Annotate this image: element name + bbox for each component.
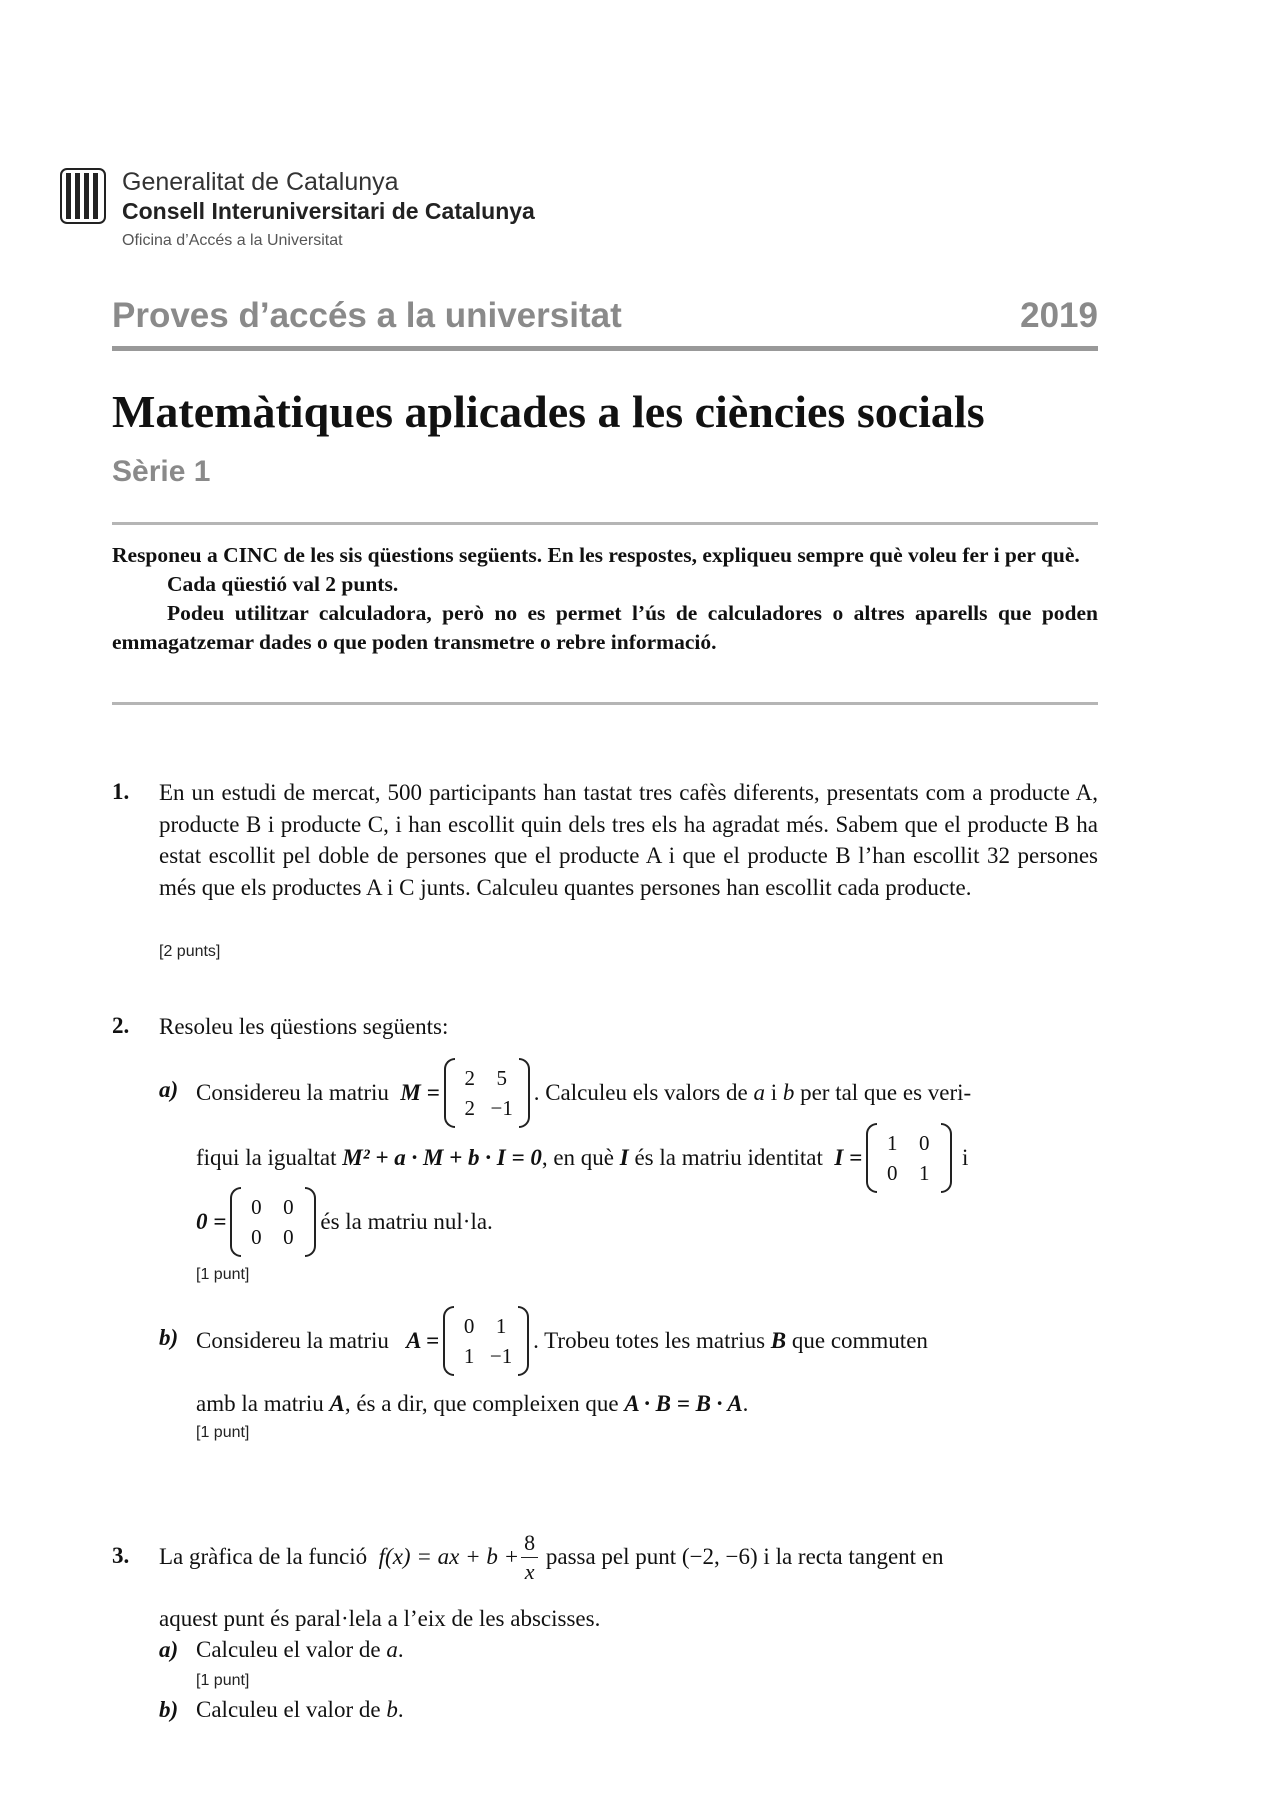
matrix-zero: 0 0 0 0 [230,1187,316,1257]
org-name-oficina: Oficina d’Accés a la Universitat [122,232,343,249]
org-name-consell: Consell Interuniversitari de Catalunya [122,198,535,224]
instruction-line-2: Cada qüestió val 2 punts. [167,572,399,596]
question-3a-label: a) [159,1637,179,1662]
instruction-line-3: Podeu utilitzar calculadora, però no es permet l’ús de calculadores o altres aparells que poden emmagatzemar dades o que poden transmetre o rebre informació. [112,601,1098,654]
question-2b-label: b) [159,1325,179,1350]
question-3b-label: b) [159,1697,179,1722]
instructions [112,541,1098,657]
question-2a-label: a) [159,1077,179,1102]
question-3-number: 3. [112,1543,130,1568]
instruction-line-1: Responeu a CINC de les sis qüestions següents. En les respostes, expliqueu sempre què voleu fer i per què. [112,543,1080,567]
matrix-a: 0 1 1 −1 [443,1306,529,1376]
header-divider [112,346,1098,351]
exam-title: Proves d’accés a la universitat [112,296,622,335]
question-3b-text: Calculeu el valor de b. [196,1697,404,1722]
question-2a-points: [1 punt] [196,1266,250,1283]
matrix-m: 2 5 2 −1 [444,1058,530,1128]
instructions-top-divider [112,522,1098,525]
question-3a-points: [1 punt] [196,1672,250,1689]
generalitat-logo-icon [60,168,106,224]
org-name-generalitat: Generalitat de Catalunya [122,168,399,196]
question-2-number: 2. [112,1013,130,1038]
question-3-line-1: La gràfica de la funció f(x) = ax + b + $\frac{8}{x}$ passa pel punt (−2, −6) i la recta tangent en [159,1529,944,1584]
question-1-text: En un estudi de mercat, 500 participants han tastat tres cafès diferents, presentats com a producte A, producte B i producte C, i han escollit quin dels tres els ha agradat més. Sabem que el producte B ha estat escollit pel doble de persones que el producte A i que el producte B l’han escollit 32 persones més que els productes A i C junts. Calculeu quantes persones han escollit cada producte. [159,780,1098,900]
question-2-intro: Resoleu les qüestions següents: [159,1014,449,1039]
function-expression: f(x) = ax + b + [378,1544,520,1569]
question-2a-line-2: fiqui la igualtat M² + a · M + b · I = 0 , en què I és la matriu identitat I = 1 0 0 1 i [196,1118,1098,1198]
question-2b-points: [1 punt] [196,1424,250,1441]
question-3-line-2: aquest punt és paral·lela a l’eix de les abscisses. [159,1606,601,1631]
question-1-points: [2 punts] [159,943,221,960]
instructions-bottom-divider [112,702,1098,705]
equation-commute: A · B = B · A [624,1391,743,1416]
exam-year: 2019 [1020,296,1098,335]
equation-m-squared: M² + a · M + b · I = 0 [342,1145,542,1170]
question-2a-line-3: 0 = 0 0 0 0 és la matriu nul·la. [196,1182,493,1262]
fraction-8-over-x: $\frac{8}{x}$ [521,1529,538,1586]
subject-title: Matemàtiques aplicades a les ciències socials [112,386,985,437]
question-2a-line-1: Considereu la matriu M = 2 5 2 −1 . Calculeu els valors de a i b per tal que es veri- [196,1053,1098,1133]
matrix-identity: 1 0 0 1 [866,1123,952,1193]
question-2b-line-1: Considereu la matriu A = 0 1 1 −1 . Trobeu totes les matrius B que commuten [196,1301,1098,1381]
series-label: Sèrie 1 [112,455,211,488]
question-1-number: 1. [112,779,130,804]
question-3a-text: Calculeu el valor de a. [196,1637,404,1662]
question-2b-line-2: amb la matriu A, és a dir, que compleixen que A · B = B · A. [196,1391,749,1416]
